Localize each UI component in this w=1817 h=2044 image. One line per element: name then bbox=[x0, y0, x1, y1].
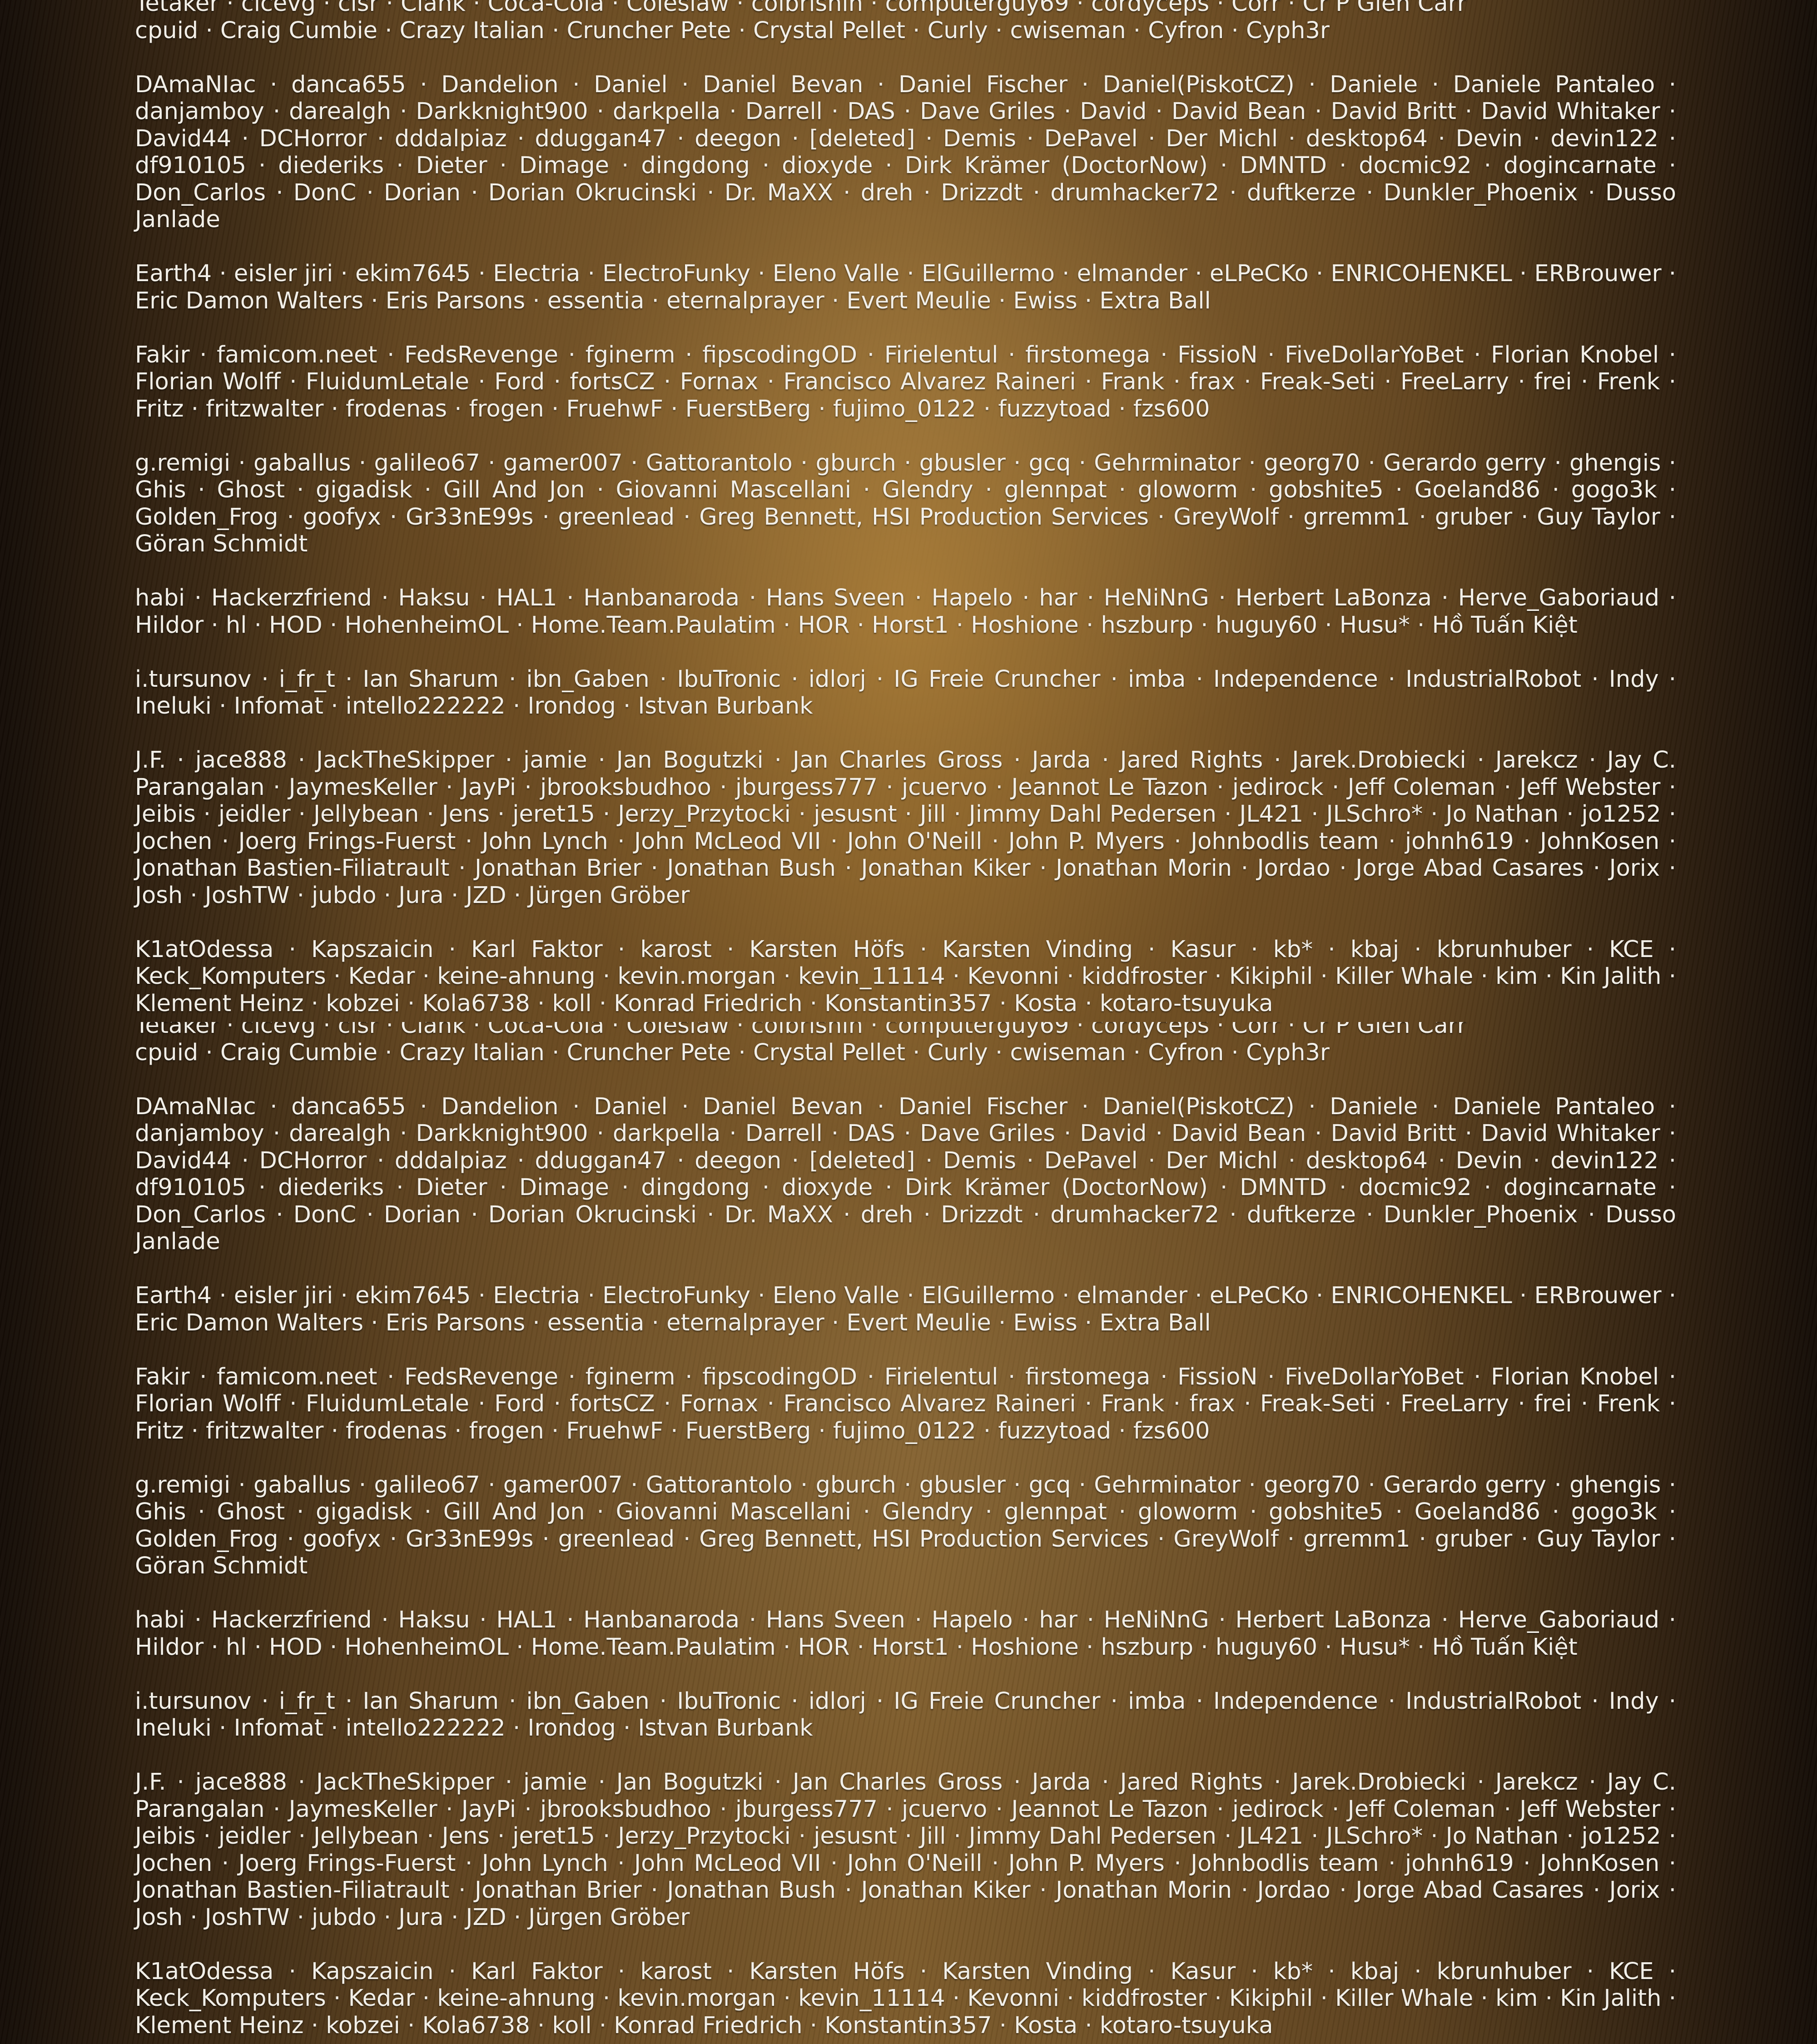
credits-group-d: DAmaNIac · danca655 · Dandelion · Daniel · Daniel Bevan · Daniel Fischer · Daniel(PiskotCZ) · Daniele · Daniele Pantaleo · danjamboy · darealgh · Darkknight900 · darkpella · Darrell · DAS · Dave Griles · David · David Bean · David Britt · David Whitaker · David44 · DCHorror · dddalpiaz · dduggan47 · deegon · [deleted] · Demis · DePavel · Der Michl · desktop64 · Devin · devin122 · df910105 · diederiks · Dieter · Dimage · dingdong · dioxyde · Dirk Krämer (DoctorNow) · DMNTD · docmic92 · dogincarnate · Don_Carlos · DonC · Dorian · Dorian Okrucinski · Dr. MaXX · dreh · Drizzdt · drumhacker72 · duftkerze · Dunkler_Phoenix · Dusso Janlade bbox=[135, 1093, 1676, 1255]
credits-group-d: DAmaNIac · danca655 · Dandelion · Daniel · Daniel Bevan · Daniel Fischer · Daniel(PiskotCZ) · Daniele · Daniele Pantaleo · danjamboy · darealgh · Darkknight900 · darkpella · Darrell · DAS · Dave Griles · David · David Bean · David Britt · David Whitaker · David44 · DCHorror · dddalpiaz · dduggan47 · deegon · [deleted] · Demis · DePavel · Der Michl · desktop64 · Devin · devin122 · df910105 · diederiks · Dieter · Dimage · dingdong · dioxyde · Dirk Krämer (DoctorNow) · DMNTD · docmic92 · dogincarnate · Don_Carlos · DonC · Dorian · Dorian Okrucinski · Dr. MaXX · dreh · Drizzdt · drumhacker72 · duftkerze · Dunkler_Phoenix · Dusso Janlade bbox=[135, 71, 1676, 233]
credits-group-h: habi · Hackerzfriend · Haksu · HAL1 · Hanbanaroda · Hans Sveen · Hapelo · har · HeNiNnG · Herbert LaBonza · Herve_Gaboriaud · Hildor · hl · HOD · HohenheimOL · Home.Team.Paulatim · HOR · Horst1 · Hoshione · hszburp · huguy60 · Husu* · Hồ Tuấn Kiệt bbox=[135, 585, 1676, 639]
credits-group-e: Earth4 · eisler jiri · ekim7645 · Electria · ElectroFunky · Eleno Valle · ElGuillermo · elmander · eLPeCKo · ENRICOHENKEL · ERBrouwer · Eric Damon Walters · Eris Parsons · essentia · eternalprayer · Evert Meulie · Ewiss · Extra Ball bbox=[135, 260, 1676, 314]
credits-group-j: J.F. · jace888 · JackTheSkipper · jamie · Jan Bogutzki · Jan Charles Gross · Jarda · Jared Rights · Jarek.Drobiecki · Jarekcz · Jay C. Parangalan · JaymesKeller · JayPi · jbrooksbudhoo · jburgess777 · jcuervo · Jeannot Le Tazon · jedirock · Jeff Coleman · Jeff Webster · Jeibis · jeidler · Jellybean · Jens · jeret15 · Jerzy_Przytocki · jesusnt · Jill · Jimmy Dahl Pedersen · JL421 · JLSchro* · Jo Nathan · jo1252 · Jochen · Joerg Frings-Fuerst · John Lynch · John McLeod VII · John O'Neill · John P. Myers · Johnbodlis team · johnh619 · JohnKosen · Jonathan Bastien-Filiatrault · Jonathan Brier · Jonathan Bush · Jonathan Kiker · Jonathan Morin · Jordao · Jorge Abad Casares · Jorix · Josh · JoshTW · jubdo · Jura · JZD · Jürgen Gröber bbox=[135, 1769, 1676, 1931]
credits-group-i: i.tursunov · i_fr_t · Ian Sharum · ibn_Gaben · IbuTronic · idlorj · IG Freie Cruncher · imba · Independence · IndustrialRobot · Indy · Ineluki · Infomat · intello222222 · Irondog · Istvan Burbank bbox=[135, 666, 1676, 720]
credits-group-j: J.F. · jace888 · JackTheSkipper · jamie · Jan Bogutzki · Jan Charles Gross · Jarda · Jared Rights · Jarek.Drobiecki · Jarekcz · Jay C. Parangalan · JaymesKeller · JayPi · jbrooksbudhoo · jburgess777 · jcuervo · Jeannot Le Tazon · jedirock · Jeff Coleman · Jeff Webster · Jeibis · jeidler · Jellybean · Jens · jeret15 · Jerzy_Przytocki · jesusnt · Jill · Jimmy Dahl Pedersen · JL421 · JLSchro* · Jo Nathan · jo1252 · Jochen · Joerg Frings-Fuerst · John Lynch · John McLeod VII · John O'Neill · John P. Myers · Johnbodlis team · johnh619 · JohnKosen · Jonathan Bastien-Filiatrault · Jonathan Brier · Jonathan Bush · Jonathan Kiker · Jonathan Morin · Jordao · Jorge Abad Casares · Jorix · Josh · JoshTW · jubdo · Jura · JZD · Jürgen Gröber bbox=[135, 747, 1676, 909]
credits-group-c: cpuid · Craig Cumbie · Crazy Italian · Cruncher Pete · Crystal Pellet · Curly · cwiseman · Cyfron · Cyph3r bbox=[135, 17, 1676, 45]
credits-group-g: g.remigi · gaballus · galileo67 · gamer007 · Gattorantolo · gburch · gbusler · gcq · Gehrminator · georg70 · Gerardo gerry · ghengis · Ghis · Ghost · gigadisk · Gill And Jon · Giovanni Mascellani · Glendry · glennpat · gloworm · gobshite5 · Goeland86 · gogo3k · Golden_Frog · goofyx · Gr33nE99s · greenlead · Greg Bennett, HSI Production Services · GreyWolf · grremm1 · gruber · Guy Taylor · Göran Schmidt bbox=[135, 450, 1676, 558]
credits-cut-line: Tetaker · cicevg · cisr · Clank · Coca-Cola · Coleslaw · colbrishin · computerguy69 · cordyceps · Corr · Cr P Glen Carr bbox=[135, 0, 1676, 17]
credits-group-k: K1atOdessa · Kapszaicin · Karl Faktor · karost · Karsten Höfs · Karsten Vinding · Kasur · kb* · kbaj · kbrunhuber · KCE · Keck_Komputers · Kedar · keine-ahnung · kevin.morgan · kevin_11114 · Kevonni · kiddfroster · Kikiphil · Killer Whale · kim · Kin Jalith · Klement Heinz · kobzei · Kola6738 · koll · Konrad Friedrich · Konstantin357 · Kosta · kotaro-tsuyuka bbox=[135, 1958, 1676, 2039]
credits-group-f: Fakir · famicom.neet · FedsRevenge · fginerm · fipscodingOD · Firielentul · firstomega · FissioN · FiveDollarYoBet · Florian Knobel · Florian Wolff · FluidumLetale · Ford · fortsCZ · Fornax · Francisco Alvarez Raineri · Frank · frax · Freak-Seti · FreeLarry · frei · Frenk · Fritz · fritzwalter · frodenas · frogen · FruehwF · FuerstBerg · fujimo_0122 · fuzzytoad · fzs600 bbox=[135, 342, 1676, 423]
credits-group-h: habi · Hackerzfriend · Haksu · HAL1 · Hanbanaroda · Hans Sveen · Hapelo · har · HeNiNnG · Herbert LaBonza · Herve_Gaboriaud · Hildor · hl · HOD · HohenheimOL · Home.Team.Paulatim · HOR · Horst1 · Hoshione · hszburp · huguy60 · Husu* · Hồ Tuấn Kiệt bbox=[135, 1607, 1676, 1661]
credits-group-c: cpuid · Craig Cumbie · Crazy Italian · Cruncher Pete · Crystal Pellet · Curly · cwiseman · Cyfron · Cyph3r bbox=[135, 1039, 1676, 1067]
credits-group-f: Fakir · famicom.neet · FedsRevenge · fginerm · fipscodingOD · Firielentul · firstomega · FissioN · FiveDollarYoBet · Florian Knobel · Florian Wolff · FluidumLetale · Ford · fortsCZ · Fornax · Francisco Alvarez Raineri · Frank · frax · Freak-Seti · FreeLarry · frei · Frenk · Fritz · fritzwalter · frodenas · frogen · FruehwF · FuerstBerg · fujimo_0122 · fuzzytoad · fzs600 bbox=[135, 1364, 1676, 1445]
credits-group-e: Earth4 · eisler jiri · ekim7645 · Electria · ElectroFunky · Eleno Valle · ElGuillermo · elmander · eLPeCKo · ENRICOHENKEL · ERBrouwer · Eric Damon Walters · Eris Parsons · essentia · eternalprayer · Evert Meulie · Ewiss · Extra Ball bbox=[135, 1282, 1676, 1336]
credits-group-i: i.tursunov · i_fr_t · Ian Sharum · ibn_Gaben · IbuTronic · idlorj · IG Freie Cruncher · imba · Independence · IndustrialRobot · Indy · Ineluki · Infomat · intello222222 · Irondog · Istvan Burbank bbox=[135, 1688, 1676, 1742]
credits-group-g: g.remigi · gaballus · galileo67 · gamer007 · Gattorantolo · gburch · gbusler · gcq · Gehrminator · georg70 · Gerardo gerry · ghengis · Ghis · Ghost · gigadisk · Gill And Jon · Giovanni Mascellani · Glendry · glennpat · gloworm · gobshite5 · Goeland86 · gogo3k · Golden_Frog · goofyx · Gr33nE99s · greenlead · Greg Bennett, HSI Production Services · GreyWolf · grremm1 · gruber · Guy Taylor · Göran Schmidt bbox=[135, 1472, 1676, 1580]
credits-cut-line: Tetaker · cicevg · cisr · Clank · Coca-Cola · Coleslaw · colbrishin · computerguy69 · cordyceps · Corr · Cr P Glen Carr bbox=[135, 1022, 1676, 1039]
credits-group-k: K1atOdessa · Kapszaicin · Karl Faktor · karost · Karsten Höfs · Karsten Vinding · Kasur · kb* · kbaj · kbrunhuber · KCE · Keck_Komputers · Kedar · keine-ahnung · kevin.morgan · kevin_11114 · Kevonni · kiddfroster · Kikiphil · Killer Whale · kim · Kin Jalith · Klement Heinz · kobzei · Kola6738 · koll · Konrad Friedrich · Konstantin357 · Kosta · kotaro-tsuyuka bbox=[135, 936, 1676, 1017]
